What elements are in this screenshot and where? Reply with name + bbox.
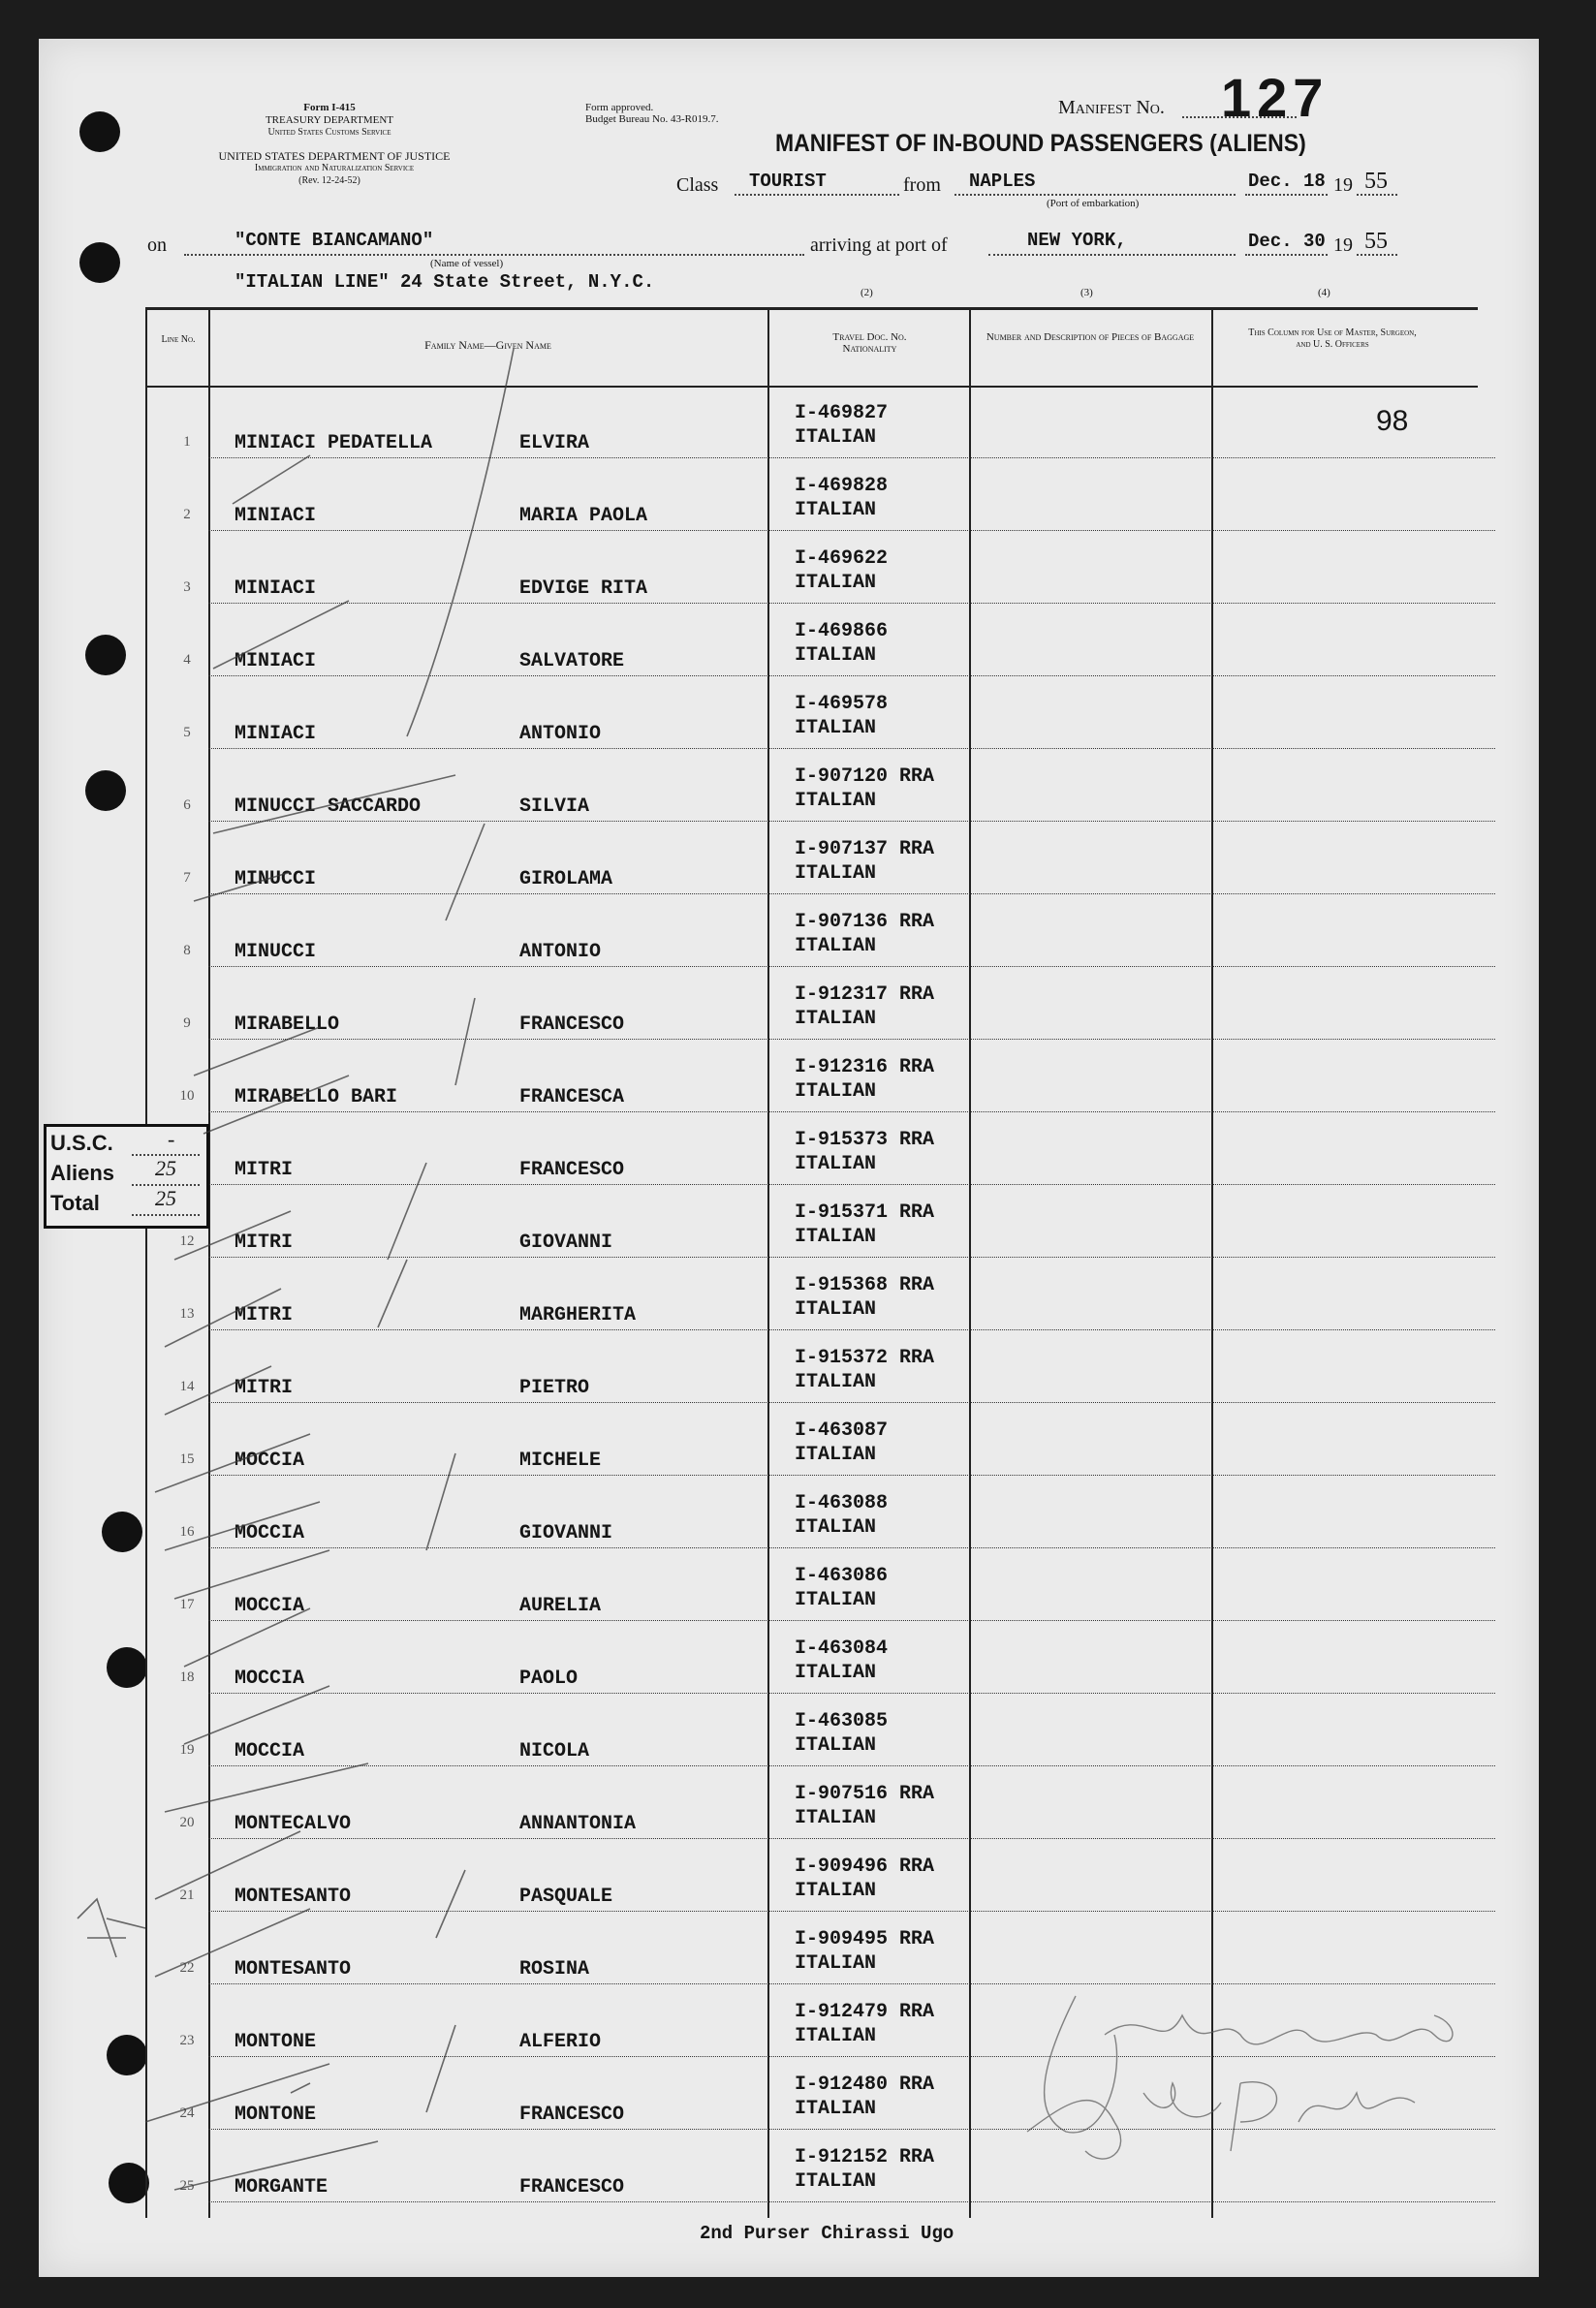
line-number: 5 [183, 725, 191, 740]
nationality: ITALIAN [795, 2098, 877, 2120]
travel-doc-number: I-907136 RRA [795, 911, 935, 933]
given-name: PASQUALE [519, 1886, 613, 1908]
nationality: ITALIAN [795, 499, 877, 521]
given-name: ANTONIO [519, 723, 602, 745]
family-name: MITRI [235, 1232, 294, 1254]
family-name: MOCCIA [235, 1522, 305, 1544]
given-name: FRANCESCO [519, 2104, 625, 2126]
family-name: MITRI [235, 1304, 294, 1326]
aliens-label: Aliens [50, 1161, 115, 1185]
nationality: ITALIAN [795, 717, 877, 739]
arrival-year: 55 [1364, 229, 1388, 254]
given-name: GIOVANNI [519, 1232, 613, 1254]
family-name: MOCCIA [235, 1740, 305, 1762]
col-num-3: (3) [1080, 287, 1093, 298]
vessel-name: "CONTE BIANCAMANO" [235, 230, 434, 251]
travel-doc-number: I-463088 [795, 1492, 889, 1514]
col-header-travel-doc: Travel Doc. No. Nationality [832, 331, 907, 355]
travel-doc-number: I-463085 [795, 1710, 889, 1732]
nationality: ITALIAN [795, 1516, 877, 1539]
given-name: PIETRO [519, 1377, 590, 1399]
manifest-page [39, 39, 1539, 2277]
line-address: "ITALIAN LINE" 24 State Street, N.Y.C. [235, 271, 655, 293]
total-value: 25 [155, 1186, 176, 1210]
family-name: MINUCCI [235, 941, 317, 963]
travel-doc-number: I-915371 RRA [795, 1201, 935, 1224]
line-number: 12 [179, 1233, 195, 1249]
usc-label: U.S.C. [50, 1131, 113, 1155]
given-name: ELVIRA [519, 432, 590, 454]
from-label: from [903, 174, 941, 196]
line-number: 21 [179, 1887, 195, 1903]
family-name: MOCCIA [235, 1668, 305, 1690]
line-number: 19 [179, 1742, 195, 1758]
nationality: ITALIAN [795, 1880, 877, 1902]
travel-doc-number: I-912317 RRA [795, 983, 935, 1006]
nationality: ITALIAN [795, 1952, 877, 1975]
given-name: NICOLA [519, 1740, 590, 1762]
given-name: MICHELE [519, 1450, 602, 1472]
total-label: Total [50, 1191, 100, 1215]
on-label: on [147, 234, 167, 256]
manifest-label: Manifest No. [1058, 97, 1165, 118]
nationality: ITALIAN [795, 1226, 877, 1248]
family-name: MINIACI [235, 505, 317, 527]
class-value: TOURIST [749, 171, 827, 192]
nationality: ITALIAN [795, 1153, 877, 1175]
given-name: FRANCESCO [519, 1014, 625, 1036]
from-value: NAPLES [969, 171, 1036, 192]
form-number: Form I-415 [303, 102, 356, 113]
manifest-number: 127 [1221, 67, 1330, 128]
family-name: MINIACI [235, 723, 317, 745]
col-header-officers: This Column for Use of Master, Surgeon, and U. S. Officers [1248, 327, 1417, 350]
nationality: ITALIAN [795, 1008, 877, 1030]
embark-date: Dec. 18 [1248, 171, 1326, 192]
travel-doc-number: I-912152 RRA [795, 2146, 935, 2168]
col-num-4: (4) [1318, 287, 1330, 298]
form-approved: Form approved. [585, 102, 654, 113]
nationality: ITALIAN [795, 1298, 877, 1321]
nationality: ITALIAN [795, 1371, 877, 1393]
officer-note: 98 [1376, 405, 1409, 437]
family-name: MONTECALVO [235, 1813, 352, 1835]
line-number: 9 [183, 1015, 191, 1031]
budget-bureau: Budget Bureau No. 43-R019.7. [585, 113, 719, 125]
family-name: MIRABELLO BARI [235, 1086, 398, 1108]
travel-doc-number: I-915372 RRA [795, 1347, 935, 1369]
travel-doc-number: I-907137 RRA [795, 838, 935, 860]
nationality: ITALIAN [795, 2170, 877, 2193]
travel-doc-number: I-912316 RRA [795, 1056, 935, 1078]
col-num-2: (2) [861, 287, 873, 298]
embark-year-prefix: 19 [1333, 174, 1353, 196]
col-header-baggage: Number and Description of Pieces of Baggage [986, 331, 1195, 343]
given-name: EDVIGE RITA [519, 577, 648, 600]
given-name: ALFERIO [519, 2031, 602, 2053]
family-name: MIRABELLO [235, 1014, 340, 1036]
line-number: 13 [179, 1306, 195, 1322]
family-name: MOCCIA [235, 1595, 305, 1617]
ins: Immigration and Naturalization Service [254, 163, 415, 173]
given-name: AURELIA [519, 1595, 602, 1617]
line-number: 3 [183, 579, 191, 595]
travel-doc-number: I-463084 [795, 1637, 889, 1660]
line-number: 17 [179, 1597, 195, 1612]
travel-doc-number: I-907516 RRA [795, 1783, 935, 1805]
line-number: 16 [179, 1524, 195, 1540]
line-number: 10 [179, 1088, 195, 1104]
line-number: 7 [183, 870, 191, 886]
line-number: 23 [179, 2033, 195, 2048]
given-name: ANTONIO [519, 941, 602, 963]
travel-doc-number: I-469827 [795, 402, 889, 424]
given-name: PAOLO [519, 1668, 579, 1690]
line-number: 1 [183, 434, 191, 450]
purser-signature: 2nd Purser Chirassi Ugo [700, 2223, 954, 2244]
nationality: ITALIAN [795, 572, 877, 594]
travel-doc-number: I-912480 RRA [795, 2074, 935, 2096]
given-name: SALVATORE [519, 650, 625, 672]
travel-doc-number: I-909495 RRA [795, 1928, 935, 1950]
embark-note: (Port of embarkation) [1047, 198, 1140, 209]
travel-doc-number: I-909496 RRA [795, 1856, 935, 1878]
given-name: ROSINA [519, 1958, 590, 1981]
line-number: 8 [183, 943, 191, 958]
nationality: ITALIAN [795, 1444, 877, 1466]
family-name: MONTONE [235, 2031, 317, 2053]
family-name: MINUCCI SACCARDO [235, 795, 422, 818]
treasury-dept: TREASURY DEPARTMENT [265, 114, 394, 126]
travel-doc-number: I-463086 [795, 1565, 889, 1587]
nationality: ITALIAN [795, 426, 877, 449]
family-name: MORGANTE [235, 2176, 329, 2199]
line-number: 20 [179, 1815, 195, 1830]
revision: (Rev. 12-24-52) [298, 175, 360, 186]
travel-doc-number: I-463087 [795, 1419, 889, 1442]
given-name: FRANCESCO [519, 2176, 625, 2199]
family-name: MONTESANTO [235, 1886, 352, 1908]
given-name: MARGHERITA [519, 1304, 637, 1326]
nationality: ITALIAN [795, 1734, 877, 1757]
customs-service: United States Customs Service [267, 127, 391, 138]
nationality: ITALIAN [795, 2025, 877, 2047]
line-number: 18 [179, 1669, 195, 1685]
line-number: 22 [179, 1960, 195, 1976]
nationality: ITALIAN [795, 790, 877, 812]
given-name: ANNANTONIA [519, 1813, 637, 1835]
line-number: 2 [183, 507, 191, 522]
given-name: GIOVANNI [519, 1522, 613, 1544]
given-name: FRANCESCO [519, 1159, 625, 1181]
family-name: MITRI [235, 1159, 294, 1181]
pencil-marks [39, 39, 1539, 2277]
family-name: MITRI [235, 1377, 294, 1399]
nationality: ITALIAN [795, 1662, 877, 1684]
line-number: 6 [183, 797, 191, 813]
travel-doc-number: I-469622 [795, 547, 889, 570]
line-number: 14 [179, 1379, 195, 1394]
arrival-date: Dec. 30 [1248, 231, 1326, 252]
travel-doc-number: I-469828 [795, 475, 889, 497]
line-number: 24 [179, 2105, 195, 2121]
family-name: MONTESANTO [235, 1958, 352, 1981]
line-number: 25 [179, 2178, 195, 2194]
nationality: ITALIAN [795, 935, 877, 957]
family-name: MINIACI [235, 577, 317, 600]
nationality: ITALIAN [795, 1080, 877, 1103]
line-number: 15 [179, 1451, 195, 1467]
travel-doc-number: I-469578 [795, 693, 889, 715]
line-number: 4 [183, 652, 191, 668]
nationality: ITALIAN [795, 1589, 877, 1611]
col-header-name: Family Name—Given Name [424, 338, 551, 352]
travel-doc-number: I-907120 RRA [795, 765, 935, 788]
given-name: FRANCESCA [519, 1086, 625, 1108]
class-label: Class [676, 174, 719, 196]
family-name: MINUCCI [235, 868, 317, 890]
travel-doc-number: I-469866 [795, 620, 889, 642]
justice-dept: UNITED STATES DEPARTMENT OF JUSTICE [218, 149, 451, 163]
travel-doc-number: I-915368 RRA [795, 1274, 935, 1296]
given-name: GIROLAMA [519, 868, 613, 890]
arrival-year-prefix: 19 [1333, 234, 1353, 256]
embark-year: 55 [1364, 169, 1388, 194]
family-name: MOCCIA [235, 1450, 305, 1472]
travel-doc-number: I-915373 RRA [795, 1129, 935, 1151]
col-header-line-no: Line No. [161, 334, 196, 345]
nationality: ITALIAN [795, 1807, 877, 1829]
travel-doc-number: I-912479 RRA [795, 2001, 935, 2023]
given-name: MARIA PAOLA [519, 505, 648, 527]
arrival-port: NEW YORK, [1027, 230, 1127, 251]
manifest-title: MANIFEST OF IN-BOUND PASSENGERS (ALIENS) [775, 130, 1306, 157]
aliens-value: 25 [155, 1156, 176, 1180]
nationality: ITALIAN [795, 644, 877, 667]
family-name: MINIACI [235, 650, 317, 672]
family-name: MINIACI PEDATELLA [235, 432, 433, 454]
nationality: ITALIAN [795, 862, 877, 885]
given-name: SILVIA [519, 795, 590, 818]
arriving-label: arriving at port of [810, 234, 948, 256]
vessel-note: (Name of vessel) [430, 258, 504, 269]
usc-value: - [168, 1127, 175, 1151]
family-name: MONTONE [235, 2104, 317, 2126]
